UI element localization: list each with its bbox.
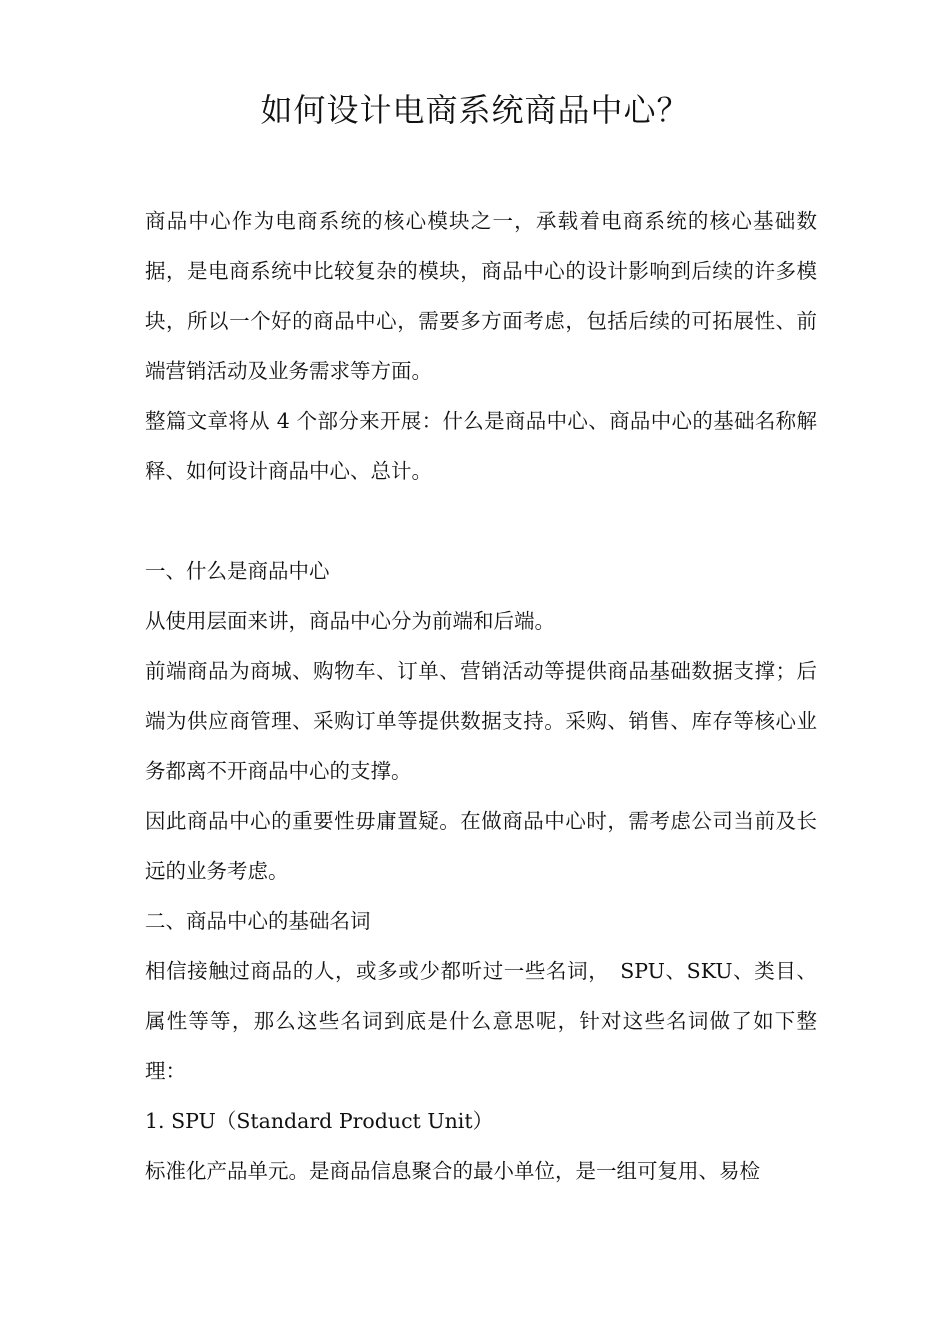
section1-paragraph-3: 因此商品中心的重要性毋庸置疑。在做商品中心时，需考虑公司当前及长远的业务考虑。 [145, 809, 817, 883]
intro-paragraph: 商品中心作为电商系统的核心模块之一，承载着电商系统的核心基础数据，是电商系统中比较复杂的模块，商品中心的设计影响到后续的许多模块，所以一个好的商品中心，需要多方面考虑，包括后续的可拓展性、前端营销活动及业务需求等方面。 [145, 209, 817, 383]
subsection-heading-spu: 1. SPU（Standard Product Unit） [145, 1109, 494, 1133]
document-title: 如何设计电商系统商品中心？ [260, 91, 690, 129]
section1-paragraph-2: 前端商品为商城、购物车、订单、营销活动等提供商品基础数据支撑；后端为供应商管理、采购订单等提供数据支持。采购、销售、库存等核心业务都离不开商品中心的支撑。 [145, 659, 817, 783]
section-heading-1: 一、什么是商品中心 [145, 559, 330, 583]
document-body [145, 196, 817, 1196]
blank-line [145, 496, 817, 546]
spu-paragraph: 标准化产品单元。是商品信息聚合的最小单位，是一组可复用、易检 [145, 1159, 760, 1183]
section2-paragraph-1: 相信接触过商品的人，或多或少都听过一些名词， SPU、SKU、类目、属性等等，那么这些名词到底是什么意思呢，针对这些名词做了如下整理： [145, 959, 817, 1083]
section-heading-2: 二、商品中心的基础名词 [145, 909, 371, 933]
section1-paragraph-1: 从使用层面来讲，商品中心分为前端和后端。 [145, 609, 555, 633]
outline-paragraph: 整篇文章将从 4 个部分来开展：什么是商品中心、商品中心的基础名称解释、如何设计商品中心、总计。 [145, 409, 817, 483]
